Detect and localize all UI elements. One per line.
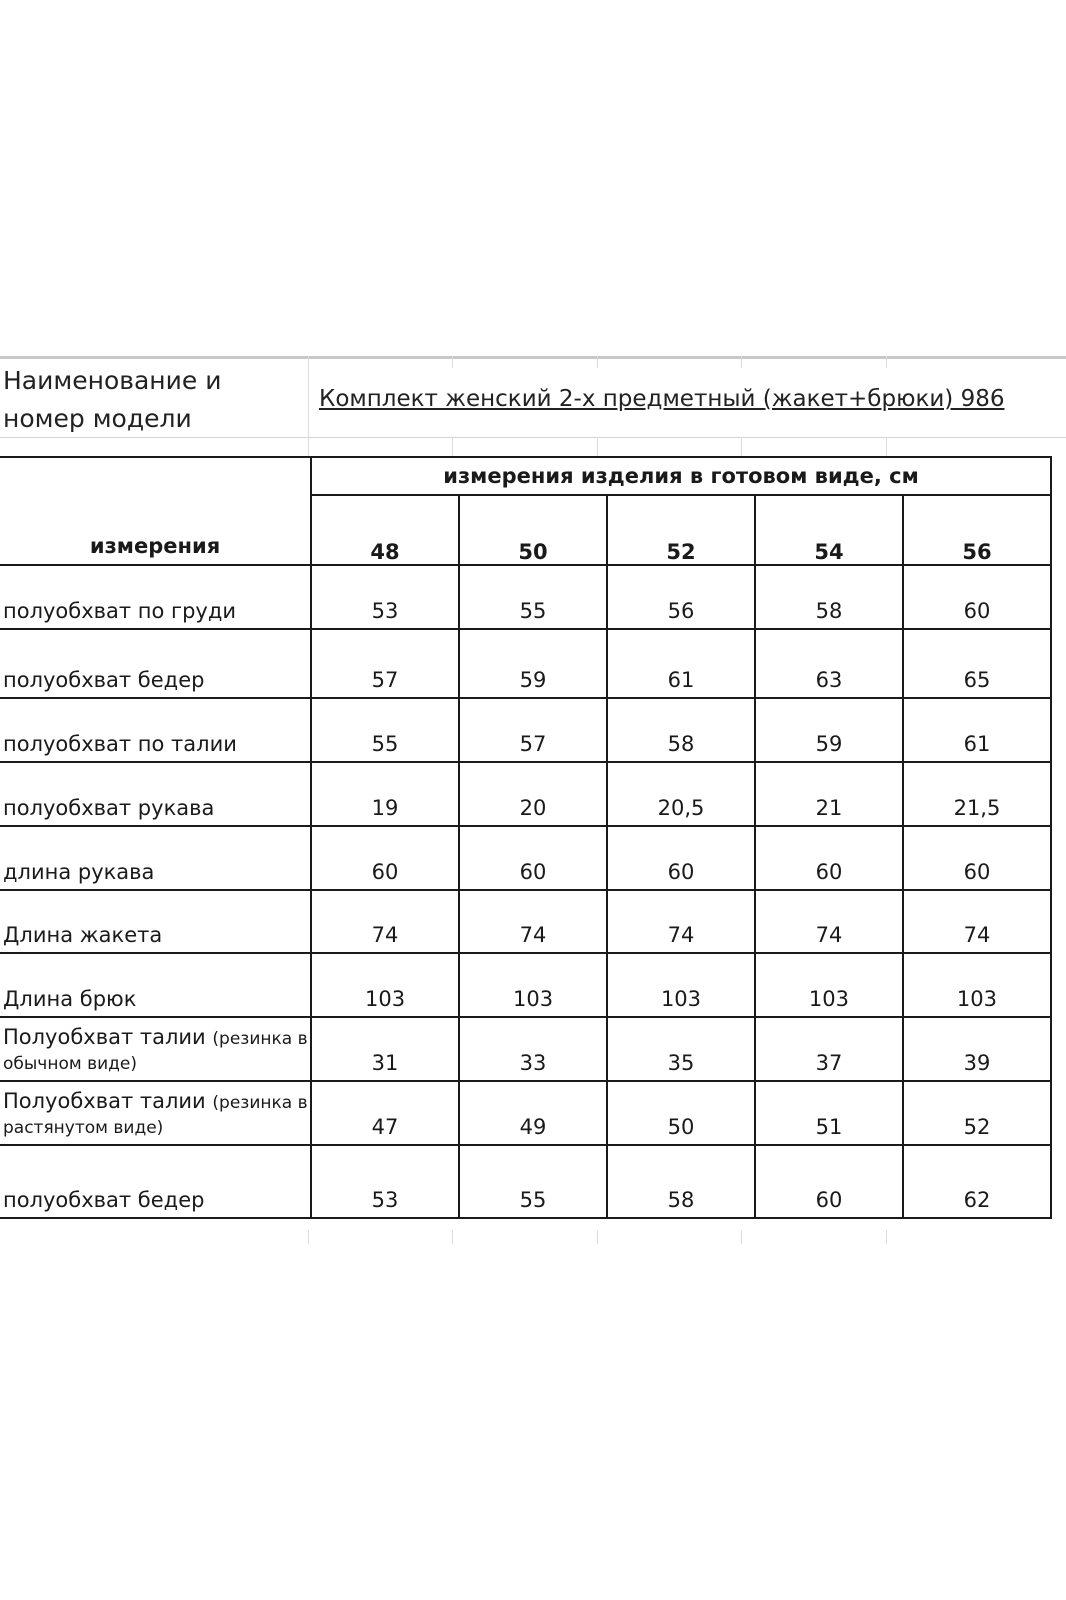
measurement-value-cell: 39: [903, 1017, 1051, 1081]
measurement-value-cell: 61: [607, 629, 755, 698]
measurement-note: обычном виде): [3, 1054, 138, 1074]
measurement-value-cell: 65: [903, 629, 1051, 698]
measurement-value-cell: 53: [311, 1145, 459, 1218]
measurement-value-cell: 53: [311, 565, 459, 629]
measurement-label-cell: Длина брюк: [0, 953, 311, 1017]
measurement-value-cell: 60: [755, 1145, 903, 1218]
measurement-value-cell: 58: [607, 1145, 755, 1218]
measurement-value-cell: 19: [311, 762, 459, 826]
gridline: [452, 437, 453, 456]
measurement-value-cell: 58: [607, 698, 755, 762]
measurement-value-cell: 37: [755, 1017, 903, 1081]
measurement-note: (резинка в: [212, 1029, 308, 1049]
measurement-label: Полуобхват талии: [3, 1025, 206, 1049]
measurement-value-cell: 60: [755, 826, 903, 890]
size-header-cell: 54: [755, 495, 903, 565]
measurement-value-cell: 35: [607, 1017, 755, 1081]
measurement-value-cell: 60: [607, 826, 755, 890]
measurement-value-cell: 55: [459, 565, 607, 629]
table-row: [0, 698, 1051, 762]
gridline: [886, 356, 887, 368]
measurement-value-cell: 55: [311, 698, 459, 762]
gridline: [886, 1230, 887, 1244]
size-chart-table: [0, 456, 1052, 1219]
size-header-cell: 52: [607, 495, 755, 565]
measurement-value-cell: 74: [459, 890, 607, 953]
measurement-label-cell: [0, 1017, 311, 1081]
gridline: [741, 437, 742, 456]
table-row: [0, 826, 1051, 890]
gridline: [741, 1230, 742, 1244]
gridline: [597, 1230, 598, 1244]
measurement-value-cell: 55: [459, 1145, 607, 1218]
measurement-label: Полуобхват талии: [3, 1089, 206, 1113]
table-row: [0, 1145, 1051, 1218]
measurement-value-cell: 31: [311, 1017, 459, 1081]
measurement-value-cell: 20: [459, 762, 607, 826]
gridline: [597, 437, 598, 456]
measurement-value-cell: 59: [459, 629, 607, 698]
sheet-top-border: [0, 356, 1066, 359]
measurement-label-cell: длина рукава: [0, 826, 311, 890]
measurement-value-cell: 21: [755, 762, 903, 826]
measurement-label-cell: полуобхват по талии: [0, 698, 311, 762]
measurement-value-cell: 103: [459, 953, 607, 1017]
gridline: [741, 356, 742, 368]
measurement-note: растянутом виде): [3, 1118, 164, 1138]
measurement-value-cell: 60: [311, 826, 459, 890]
table-row: [0, 565, 1051, 629]
measurement-value-cell: 57: [459, 698, 607, 762]
size-header-cell: 48: [311, 495, 459, 565]
measurement-value-cell: 60: [903, 565, 1051, 629]
measurement-value-cell: 103: [755, 953, 903, 1017]
gridline: [308, 356, 309, 456]
measure-header: измерения: [0, 457, 311, 565]
measurement-value-cell: 103: [607, 953, 755, 1017]
measurement-note: (резинка в: [212, 1093, 308, 1113]
size-header-cell: 50: [459, 495, 607, 565]
measurement-value-cell: 60: [903, 826, 1051, 890]
measurement-value-cell: 63: [755, 629, 903, 698]
measurement-value-cell: 52: [903, 1081, 1051, 1145]
measurement-value-cell: 103: [903, 953, 1051, 1017]
measurement-value-cell: 56: [607, 565, 755, 629]
measurement-value-cell: 57: [311, 629, 459, 698]
gridline: [886, 437, 887, 456]
measurement-value-cell: 33: [459, 1017, 607, 1081]
measurement-value-cell: 74: [755, 890, 903, 953]
measurement-value-cell: 60: [459, 826, 607, 890]
measurement-value-cell: 74: [903, 890, 1051, 953]
measurement-label-cell: полуобхват бедер: [0, 629, 311, 698]
table-row: [0, 1017, 1051, 1081]
table-row: [0, 1081, 1051, 1145]
model-label: Наименование и номер модели: [3, 366, 222, 433]
measurement-value-cell: 74: [607, 890, 755, 953]
table-row: [0, 629, 1051, 698]
measurement-value-cell: 49: [459, 1081, 607, 1145]
measurement-label-cell: полуобхват бедер: [0, 1145, 311, 1218]
size-header-cell: 56: [903, 495, 1051, 565]
measurement-value-cell: 74: [311, 890, 459, 953]
gridline: [452, 356, 453, 368]
measurement-value-cell: 61: [903, 698, 1051, 762]
measurement-value-cell: 51: [755, 1081, 903, 1145]
measurement-value-cell: 20,5: [607, 762, 755, 826]
table-row: [0, 890, 1051, 953]
table-row: [0, 953, 1051, 1017]
measurement-value-cell: 103: [311, 953, 459, 1017]
measurement-value-cell: 47: [311, 1081, 459, 1145]
gridline: [597, 356, 598, 368]
measurement-value-cell: 62: [903, 1145, 1051, 1218]
measurement-label-cell: Длина жакета: [0, 890, 311, 953]
measurement-value-cell: 59: [755, 698, 903, 762]
measurement-value-cell: 21,5: [903, 762, 1051, 826]
gridline: [308, 1230, 309, 1244]
measurement-label-cell: полуобхват по груди: [0, 565, 311, 629]
measurement-value-cell: 58: [755, 565, 903, 629]
measurement-label-cell: [0, 1081, 311, 1145]
model-value: Комплект женский 2-х предметный (жакет+брюки) 986: [319, 386, 1005, 412]
table-row: [0, 762, 1051, 826]
gridline: [452, 1230, 453, 1244]
measurement-value-cell: 50: [607, 1081, 755, 1145]
measurement-label-cell: полуобхват рукава: [0, 762, 311, 826]
group-header: измерения изделия в готовом виде, см: [311, 457, 1051, 495]
